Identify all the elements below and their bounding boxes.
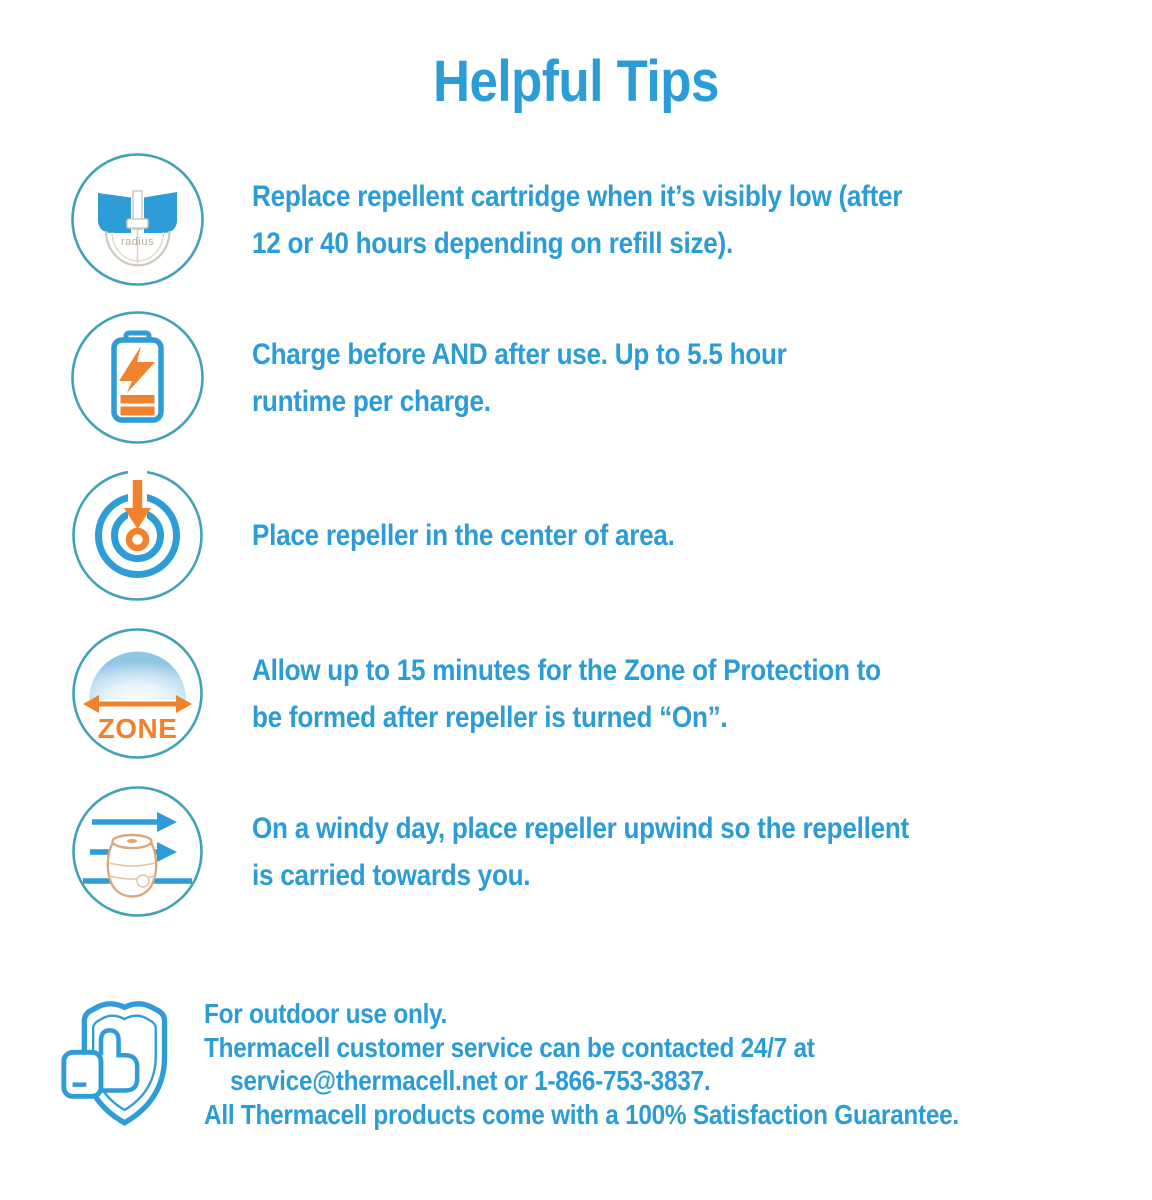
tip-line: On a windy day, place repeller upwind so the repellent bbox=[252, 811, 909, 845]
tip-line: Charge before AND after use. Up to 5.5 hour bbox=[252, 337, 787, 371]
battery-charging-icon bbox=[70, 310, 205, 445]
tip-text bbox=[252, 173, 1035, 267]
tip-text bbox=[252, 331, 1035, 425]
tip-row-zone-formation bbox=[0, 626, 1152, 761]
tip-line: is carried towards you. bbox=[252, 858, 531, 892]
wind-direction-icon bbox=[70, 784, 205, 919]
tip-text bbox=[252, 512, 1035, 559]
footer-line-contact-info: service@thermacell.net or 1-866-753-3837. bbox=[230, 1065, 711, 1096]
satisfaction-shield-icon bbox=[56, 994, 188, 1142]
tip-line: runtime per charge. bbox=[252, 384, 491, 418]
zone-protection-icon bbox=[70, 626, 205, 761]
tip-line: Allow up to 15 minutes for the Zone of Protection to bbox=[252, 653, 881, 687]
tip-row-center-placement bbox=[0, 468, 1152, 603]
page-title: Helpful Tips bbox=[433, 49, 719, 114]
tip-line: 12 or 40 hours depending on refill size). bbox=[252, 226, 733, 260]
tip-row-replace-cartridge bbox=[0, 152, 1152, 287]
tip-line: be formed after repeller is turned “On”. bbox=[252, 700, 728, 734]
tip-text bbox=[252, 647, 1035, 741]
tip-line: Replace repellent cartridge when it’s visibly low (after bbox=[252, 179, 903, 213]
tip-line: Place repeller in the center of area. bbox=[252, 519, 675, 552]
tip-row-charge-battery bbox=[0, 310, 1152, 445]
tips-list bbox=[0, 152, 1152, 919]
zone-label: ZONE bbox=[97, 713, 178, 744]
cartridge-brand-label: radius bbox=[121, 236, 154, 248]
footer bbox=[56, 994, 1152, 1142]
footer-line-customer-service: Thermacell customer service can be contacted 24/7 at bbox=[204, 1031, 815, 1063]
footer-text bbox=[204, 997, 1029, 1131]
refill-cartridge-icon bbox=[70, 152, 205, 287]
tip-text bbox=[252, 805, 1035, 899]
footer-line-outdoor-only: For outdoor use only. bbox=[204, 998, 448, 1029]
center-target-icon bbox=[70, 468, 205, 603]
footer-line-guarantee: All Thermacell products come with a 100% Satisfaction Guarantee. bbox=[204, 1098, 959, 1130]
tip-row-wind-placement bbox=[0, 784, 1152, 919]
